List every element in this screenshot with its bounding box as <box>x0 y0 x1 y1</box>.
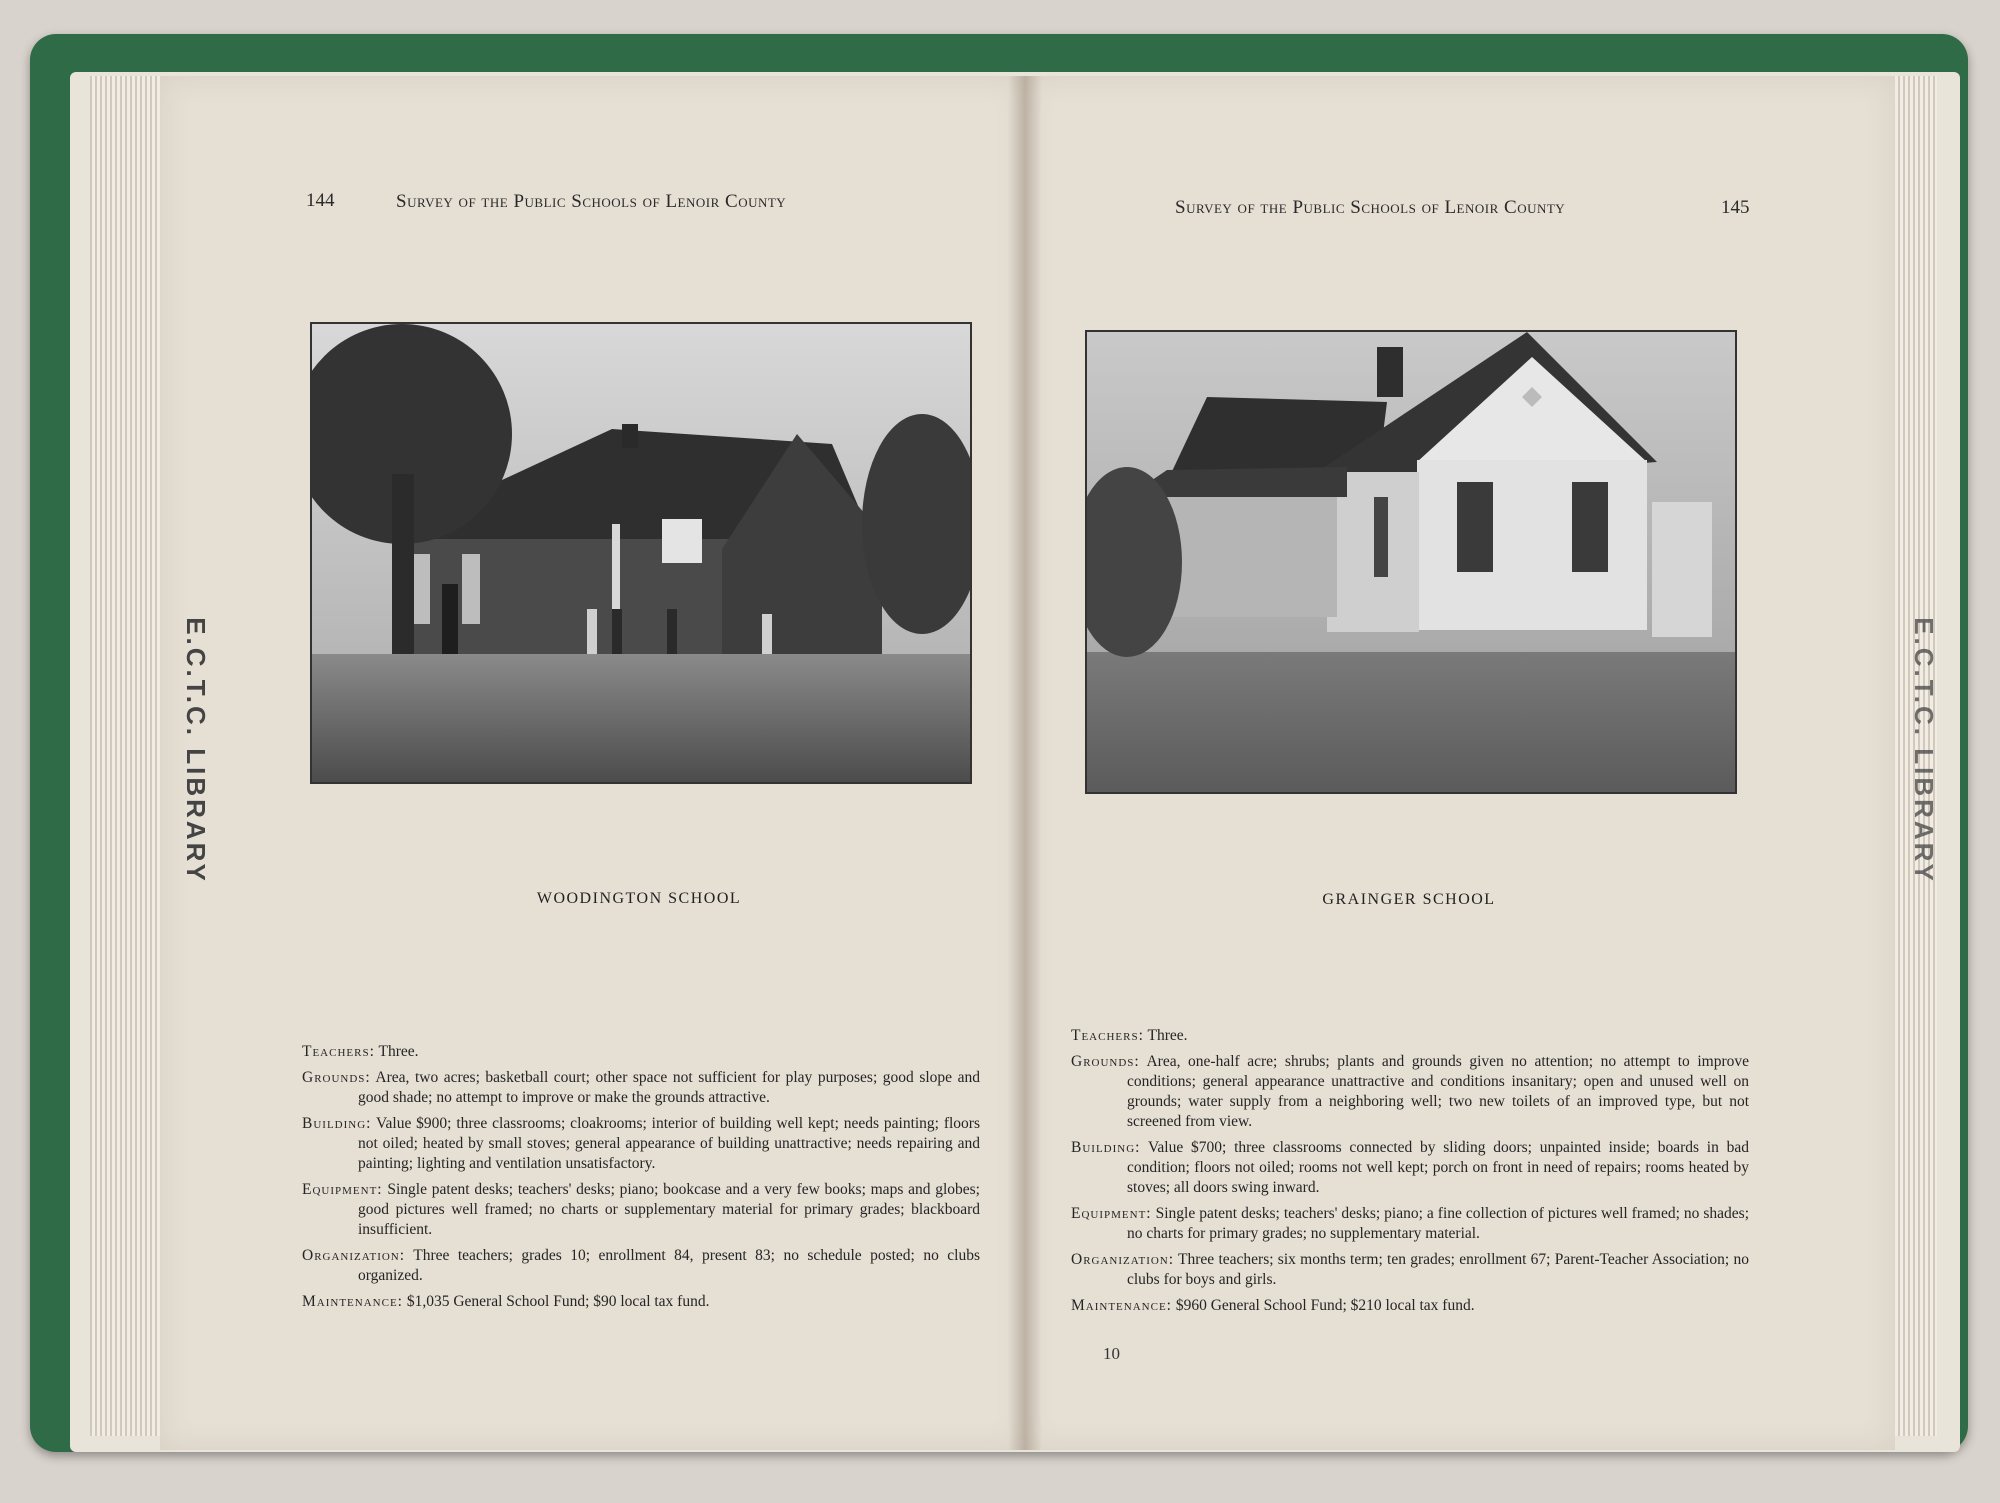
entry-text: Three. <box>1147 1027 1188 1044</box>
right-entry-equipment <box>1071 1204 1749 1244</box>
left-page-entries <box>302 1042 980 1318</box>
left-page <box>160 76 1025 1450</box>
woodington-school-photo <box>310 322 972 784</box>
left-entry-grounds <box>302 1068 980 1108</box>
book-gutter <box>1008 76 1042 1450</box>
right-page <box>1025 76 1895 1450</box>
left-edge-library-stamp: E.C.T.C. LIBRARY <box>180 617 211 884</box>
entry-text: Three teachers; six months term; ten grades; enrollment 67; Parent-Teacher Association; no clubs for boys and girls. <box>1127 1251 1749 1288</box>
entry-label: Equipment: <box>1071 1205 1152 1222</box>
entry-text: Single patent desks; teachers' desks; piano; bookcase and a very few books; maps and globes; good pictures well framed; no charts or supplementary material for primary grades; blackboard insufficient. <box>358 1181 980 1238</box>
entry-label: Teachers: <box>1071 1027 1144 1044</box>
entry-text: Value $700; three classrooms connected by sliding doors; unpainted inside; boards in bad condition; floors not oiled; rooms not well kept; porch on front in need of repairs; rooms heated by stoves; all doors swing inward. <box>1127 1139 1749 1196</box>
left-entry-organization <box>302 1246 980 1286</box>
entry-text: $960 General School Fund; $210 local tax fund. <box>1175 1297 1475 1314</box>
entry-label: Grounds: <box>1071 1053 1140 1070</box>
right-photo-caption: GRAINGER SCHOOL <box>1322 891 1496 908</box>
right-running-header: Survey of the Public Schools of Lenoir County <box>1175 197 1566 218</box>
entry-text: Value $900; three classrooms; cloakrooms; interior of building well kept; needs painting; floors not oiled; heated by small stoves; general appearance of building unattractive; needs repairing and painting; lighting and ventilation unsatisfactory. <box>358 1115 980 1172</box>
right-entry-organization <box>1071 1250 1749 1290</box>
left-photo-caption: WOODINGTON SCHOOL <box>536 890 742 907</box>
entry-label: Organization: <box>1071 1251 1175 1268</box>
right-entry-maintenance <box>1071 1296 1749 1316</box>
entry-label: Grounds: <box>302 1069 371 1086</box>
right-page-number: 145 <box>1721 197 1750 218</box>
left-page-edges <box>90 76 162 1436</box>
right-page-signature-number: 10 <box>1103 1344 1120 1363</box>
grainger-school-photo <box>1085 330 1737 794</box>
entry-label: Maintenance: <box>1071 1297 1172 1314</box>
entry-text: Three. <box>378 1043 419 1060</box>
left-page-number: 144 <box>306 190 335 211</box>
entry-text: Single patent desks; teachers' desks; piano; a fine collection of pictures well framed; no shades; no charts for primary grades; no supplementary material. <box>1127 1205 1750 1242</box>
left-running-header: Survey of the Public Schools of Lenoir County <box>396 191 787 212</box>
right-entry-grounds <box>1071 1052 1749 1132</box>
entry-label: Maintenance: <box>302 1293 403 1310</box>
entry-text: Area, two acres; basketball court; other space not sufficient for play purposes; good slope and good shade; no attempt to improve or make the grounds attractive. <box>358 1069 980 1106</box>
left-entry-maintenance <box>302 1292 980 1312</box>
woodington-photo-illustration <box>312 324 970 782</box>
entry-text: Area, one-half acre; shrubs; plants and grounds given no attention; no attempt to improve conditions; general appearance unattractive and conditions insanitary; open and unused well on grounds; water supply from a neighboring well; two new toilets of an improved type, but not screened from view. <box>1127 1053 1749 1130</box>
entry-label: Building: <box>1071 1139 1141 1156</box>
right-edge-library-stamp: E.C.T.C. LIBRARY <box>1908 617 1939 884</box>
left-entry-teachers <box>302 1042 980 1062</box>
left-entry-equipment <box>302 1180 980 1240</box>
right-entry-building <box>1071 1138 1749 1198</box>
left-entry-building <box>302 1114 980 1174</box>
entry-label: Building: <box>302 1115 372 1132</box>
entry-text: $1,035 General School Fund; $90 local tax fund. <box>406 1293 710 1310</box>
entry-label: Equipment: <box>302 1181 383 1198</box>
entry-text: Three teachers; grades 10; enrollment 84, present 83; no schedule posted; no clubs organized. <box>358 1247 980 1284</box>
right-entry-teachers <box>1071 1026 1749 1046</box>
grainger-photo-illustration <box>1087 332 1735 792</box>
right-page-entries <box>1071 1026 1749 1322</box>
entry-label: Teachers: <box>302 1043 375 1060</box>
entry-label: Organization: <box>302 1247 406 1264</box>
